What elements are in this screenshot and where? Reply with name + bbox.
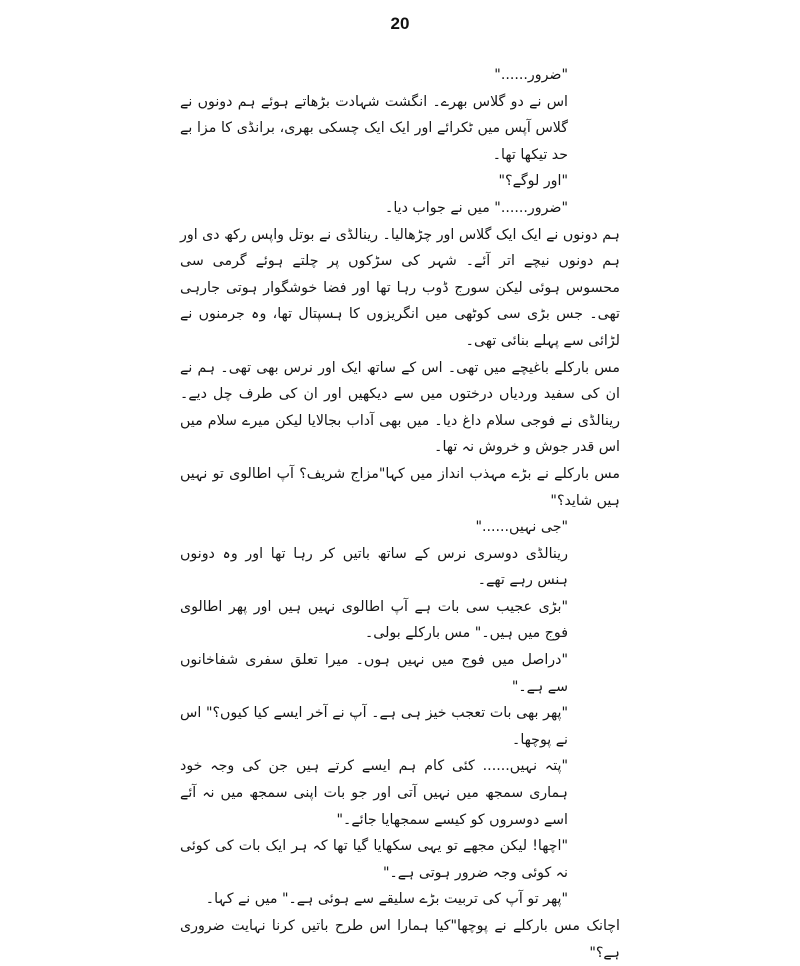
page-body-text [180, 62, 620, 966]
paragraph: "اچھا! لیکن مجھے تو یہی سکھایا گیا تھا کہ ہر ایک بات کی کوئی نہ کوئی وجہ ضرور ہوتی ہے۔" [180, 838, 568, 881]
paragraph: "دراصل میں فوج میں نہیں ہوں۔ میرا تعلق سفری شفاخانوں سے ہے۔" [180, 652, 568, 695]
paragraph: "اور لوگے؟" [498, 173, 568, 190]
paragraph: اس نے دو گلاس بھرے۔ انگشت شہادت بڑھاتے ہوئے ہم دونوں نے گلاس آپس میں ٹکرائے اور ایک ایک چسکی بھری، برانڈی کا مزا بے حد تیکھا تھا۔ [180, 93, 568, 163]
paragraph: اچانک مس بارکلے نے پوچھا"کیا ہمارا اس طرح باتیں کرنا نہایت ضروری ہے؟" [180, 918, 620, 961]
paragraph: "ضرور......" میں نے جواب دیا۔ [385, 199, 568, 216]
paragraph: رینالڈی دوسری نرس کے ساتھ باتیں کر رہا تھا اور وہ دونوں ہنس رہے تھے۔ [180, 545, 568, 589]
page-number: 20 [390, 14, 410, 33]
paragraph: "پتہ نہیں...... کئی کام ہم ایسے کرتے ہیں جن کی وجہ خود ہماری سمجھ میں نہیں آتی اور جو بات اپنی سمجھ میں نہ آئے اسے دوسروں کو کیسے سمجھایا جائے۔" [180, 758, 568, 828]
paragraph: "پھر بھی بات تعجب خیز ہی ہے۔ آپ نے آخر ایسے کیا کیوں؟" اس نے پوچھا۔ [180, 705, 568, 748]
paragraph: "بڑی عجیب سی بات ہے آپ اطالوی نہیں ہیں اور پھر اطالوی فوج میں ہیں۔" مس بارکلے بولی۔ [180, 598, 568, 642]
paragraph: مس بارکلے نے بڑے مہذب انداز میں کہا"مزاج شریف؟ آپ اطالوی تو نہیں ہیں شاید؟" [180, 465, 620, 509]
paragraph: ہم دونوں نے ایک ایک گلاس اور چڑھالیا۔ رینالڈی نے بوتل واپس رکھ دی اور ہم دونوں نیچے اتر آئے۔ شہر کی سڑکوں پر چلتے ہوئے گرمی سی محسوس ہوئی لیکن سورج ڈوب رہا تھا اور فضا خوشگوار ہوتی جارہی تھی۔ جس بڑی سی کوٹھی میں انگریزوں کا ہسپتال تھا، وہ جرمنوں نے لڑائی سے پہلے بنائی تھی۔ [180, 226, 620, 349]
paragraph: مس بارکلے باغیچے میں تھی۔ اس کے ساتھ ایک اور نرس بھی تھی۔ ہم نے ان کی سفید وردیاں درختوں میں سے دیکھیں اور ان کی طرف چل دیے۔ رینالڈی نے فوجی سلام داغ دیا۔ میں بھی آداب بجالایا لیکن میرے سلام میں اس قدر جوش و خروش نہ تھا۔ [180, 359, 620, 456]
paragraph: "پھر تو آپ کی تربیت بڑے سلیقے سے ہوئی ہے۔" میں نے کہا۔ [205, 891, 568, 908]
paragraph: "جی نہیں......" [475, 519, 568, 536]
paragraph: "ضرور......" [494, 67, 568, 83]
